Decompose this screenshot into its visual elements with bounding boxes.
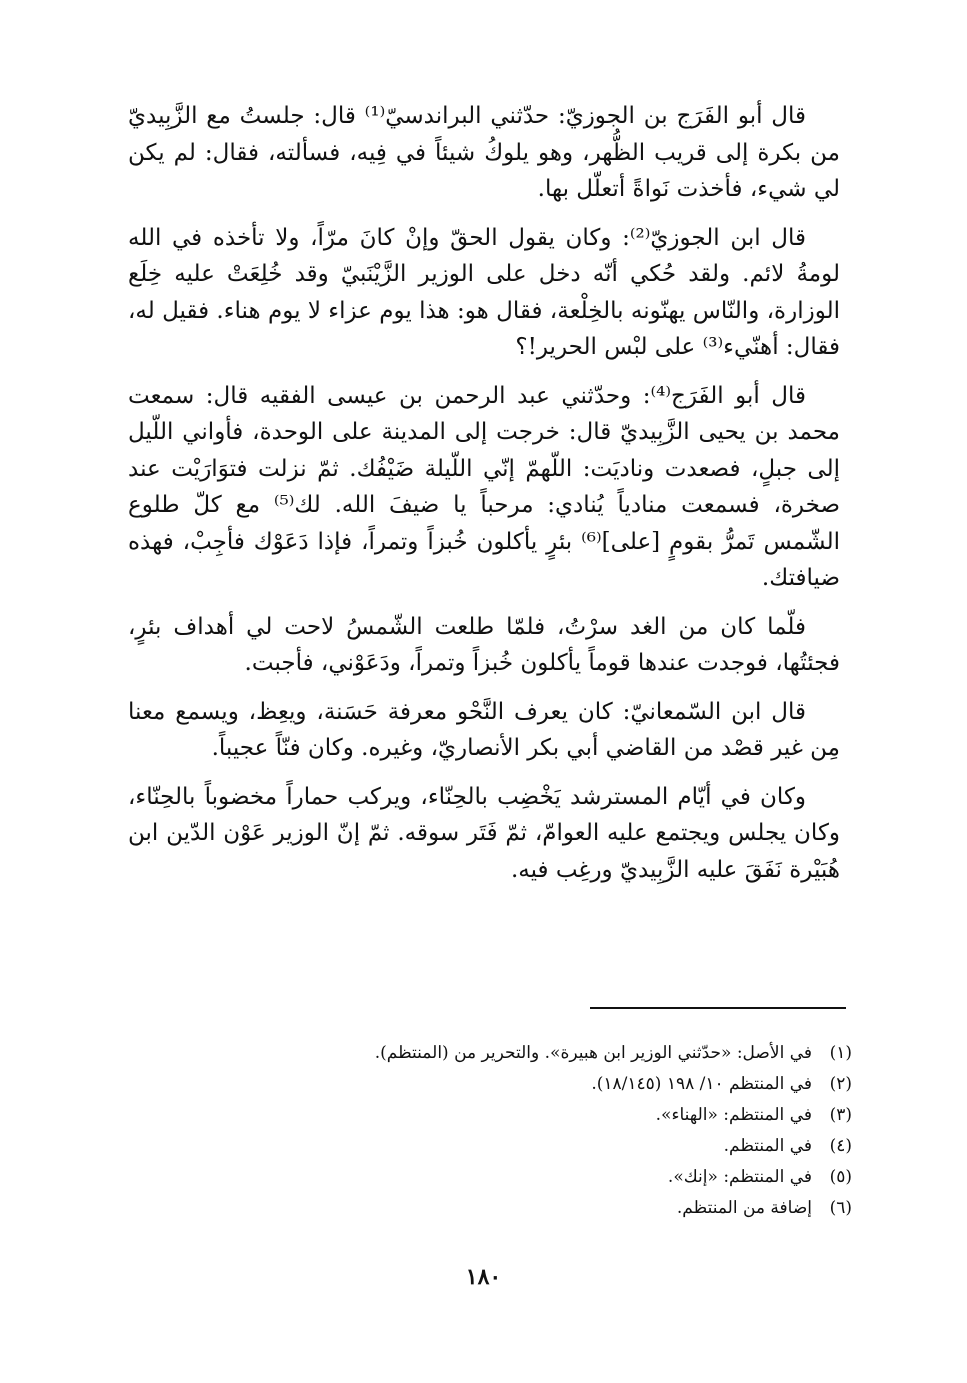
footnote-text: إضافة من المنتظم.	[676, 1198, 812, 1218]
footnote-text: في الأصل: «حدّثني الوزير ابن هبيرة». والتحرير من (المنتظم).	[374, 1043, 812, 1063]
footnote-item	[200, 1162, 852, 1193]
footnote-number: (٣)	[829, 1105, 852, 1125]
footnote-text: في المنتظم ١٠/ ١٩٨ (١٨/١٤٥).	[591, 1074, 812, 1094]
footnote-number: (٤)	[829, 1136, 852, 1156]
page-number: ١٨٠	[465, 1264, 502, 1290]
paragraph-3: قال أبو الفَرَج⁽⁴⁾: وحدّثني عبد الرحمن بن عيسى الفقيه قال: سمعت محمد بن يحيى الزَّبِيديّ قال: خرجت إلى المدينة على الوحدة، فأواني اللّيل إلى جبلٍ، فصعدت وناديَت: اللّهمّ إنّي اللّيلة ضَيْفُك. ثمّ نزلت فتوَارَيْت عند صخرة، فسمعت منادياً يُنادي: مرحباً يا ضيفَ الله. لك⁽⁵⁾ مع كلّ طلوع الشّمس تَمرُّ بقومٍ [على]⁽⁶⁾ بئرٍ يأكلون خُبزاً وتمراً، فإذا دَعَوْك فأجِبْ، فهذه ضيافتك.	[128, 382, 840, 591]
footnote-text: في المنتظم: «الهناء».	[655, 1105, 812, 1125]
footnote-separator	[590, 1007, 846, 1009]
paragraph-6: وكان في أيّام المسترشد يَخْضِب بالحِنّاء، ويركب حماراً مخضوباً بالحِنّاء، وكان يجلس ويجتمع عليه العوامّ، ثمّ فَتَر سوقه. ثمّ إنّ الوزير عَوْن الدّين ابن هُبَيْرة نَفَقَ عليه الزَّبِيديّ ورغِب فيه.	[128, 783, 840, 883]
paragraph-2: قال ابن الجوزيّ⁽²⁾: وكان يقول الحقّ وإنْ كانَ مرّاً، ولا تأخذه في الله لومةُ لائم. ولقد حُكي أنّه دخل على الوزير الزَّيْنَبيّ وقد خُلِعَتْ عليه خِلَع الوزارة، والنّاس يهنّونه بالخِلْعة، فقال هو: هذا يوم عزاء لا يوم هناء. فقيل له، فقال: أهنّيء⁽³⁾ على لبْس الحرير!؟	[128, 224, 840, 360]
footnote-number: (٦)	[829, 1198, 852, 1218]
footnote-item	[200, 1069, 852, 1100]
footnote-number: (٥)	[829, 1167, 852, 1187]
paragraph-1: قال أبو الفَرَج بن الجوزيّ: حدّثني البراندسيّ⁽¹⁾ قال: جلستُ مع الزَّبِيديّ من بكرة إلى قريب الظُّهر، وهو يلوكُ شيئاً في فِيه، فسألته، فقال: لم يكن لي شيء، فأخذت نَواةً أتعلّل بها.	[128, 103, 840, 202]
footnote-number: (٢)	[829, 1074, 852, 1094]
footnote-item	[200, 1131, 852, 1162]
footnote-item	[200, 1038, 852, 1069]
footnote-item	[200, 1100, 852, 1131]
paragraph-4: فلّما كان من الغد سرْتُ، فلمّا طلعت الشّمسُ لاحت لي أهداف بئرٍ، فجئتُها، فوجدت عندها قوماً يأكلون خُبزاً وتمراً، ودَعَوْني، فأجبت.	[128, 613, 840, 676]
footnote-text: في المنتظم: «إنك».	[667, 1167, 812, 1187]
main-text	[128, 98, 840, 888]
footnote-text: في المنتظم.	[723, 1136, 812, 1156]
footnotes-list	[200, 1038, 852, 1224]
paragraph-5: قال ابن السّمعانيّ: كان يعرف النَّحْو معرفة حَسَنة، ويعِظ، ويسمع معنا مِن غير قصْد من القاضي أبي بكر الأنصاريّ، وغيره. وكان فنّاً عجيباً.	[128, 698, 840, 761]
footnote-item	[200, 1193, 852, 1224]
footnote-number: (١)	[829, 1043, 852, 1063]
